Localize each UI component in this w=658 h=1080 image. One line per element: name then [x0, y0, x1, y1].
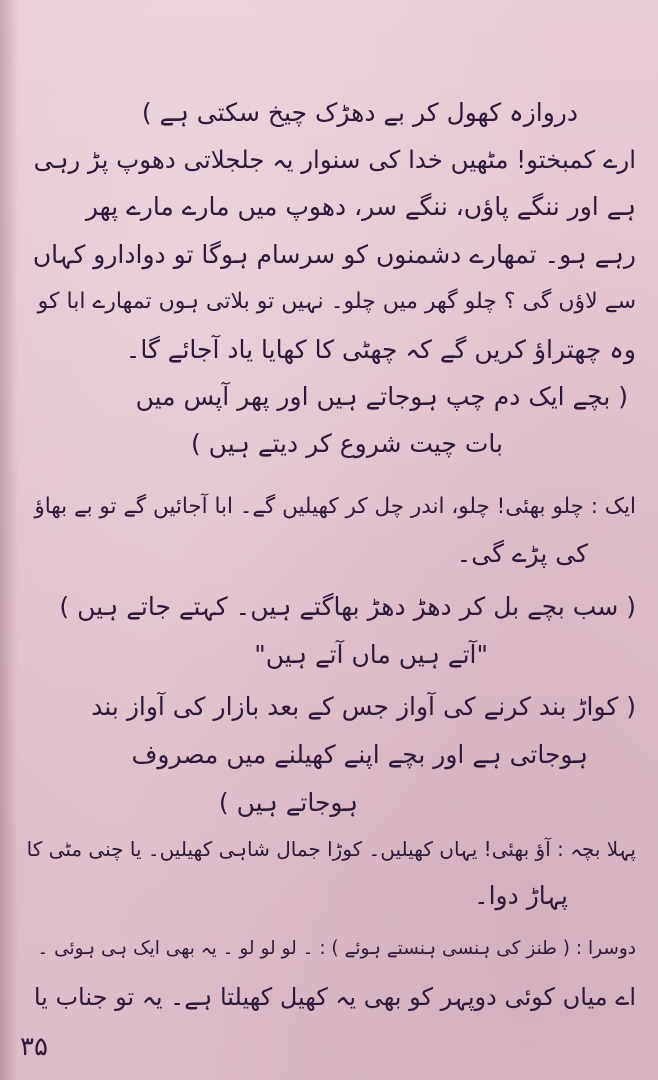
- text-line-17: پہاڑ دوا۔: [473, 881, 568, 910]
- text-line-4: رہے ہو۔ تمھارے دشمنوں کو سرسام ہوگا تو دوادارو کہاں: [32, 240, 636, 269]
- page-edge-shadow: [0, 0, 18, 1080]
- text-line-16: پہلا بچہ : آؤ بھئی! یہاں کھیلیں۔ کوڑا جمال شاہی کھیلیں۔ یا چنی مٹی کا: [26, 837, 636, 861]
- text-line-11: ( سب بچے بل کر دھڑ دھڑ بھاگتے ہیں۔ کہتے جاتے ہیں ): [59, 592, 636, 621]
- text-line-19: اے میاں کوئی دوپہر کو بھی یہ کھیل کھیلتا ہے۔ یہ تو جناب یا: [33, 983, 636, 1011]
- text-line-7: ( بچے ایک دم چپ ہوجاتے ہیں اور پھر آپس میں: [135, 382, 628, 411]
- text-line-2: ارے کمبختو! مٹھیں خدا کی سنوار یہ جلجلاتی دھوپ پڑ رہی: [33, 145, 636, 174]
- text-line-9: ایک : چلو بھئی! چلو، اندر چل کر کھیلیں گے۔ ابا آجائیں گے تو بے بھاؤ: [34, 494, 636, 519]
- text-line-6: وہ چھتراؤ کریں گے کہ چھٹی کا کھایا یاد آجائے گا۔: [125, 335, 636, 364]
- text-line-18: دوسرا : ( طنز کی ہنسی ہنستے ہوئے ) : ۔ لو لو لو ۔ یہ بھی ایک ہی ہوئی ۔: [37, 938, 636, 959]
- text-line-13: ( کواڑ بند کرنے کی آواز جس کے بعد بازار کی آواز بند: [91, 692, 636, 721]
- text-line-3: ہے اور ننگے پاؤں، ننگے سر، دھوپ میں مارے مارے پھر: [85, 192, 636, 221]
- text-line-10: کی پڑے گی۔: [456, 539, 588, 568]
- text-line-1: دروازہ کھول کر بے دھڑک چیخ سکتی ہے ): [141, 98, 578, 127]
- text-line-15: ہوجاتے ہیں ): [218, 788, 358, 817]
- page-number: ۳۵: [20, 1032, 48, 1062]
- text-line-5: سے لاؤں گی ؟ چلو گھر میں چلو۔ نہیں تو بلاتی ہوں تمھارے ابا کو: [37, 289, 636, 314]
- text-line-12: "آتے ہیں ماں آتے ہیں": [254, 640, 488, 669]
- text-line-14: ہوجاتی ہے اور بچے اپنے کھیلنے میں مصروف: [131, 740, 588, 769]
- text-line-8: بات چیت شروع کر دیتے ہیں ): [190, 429, 503, 458]
